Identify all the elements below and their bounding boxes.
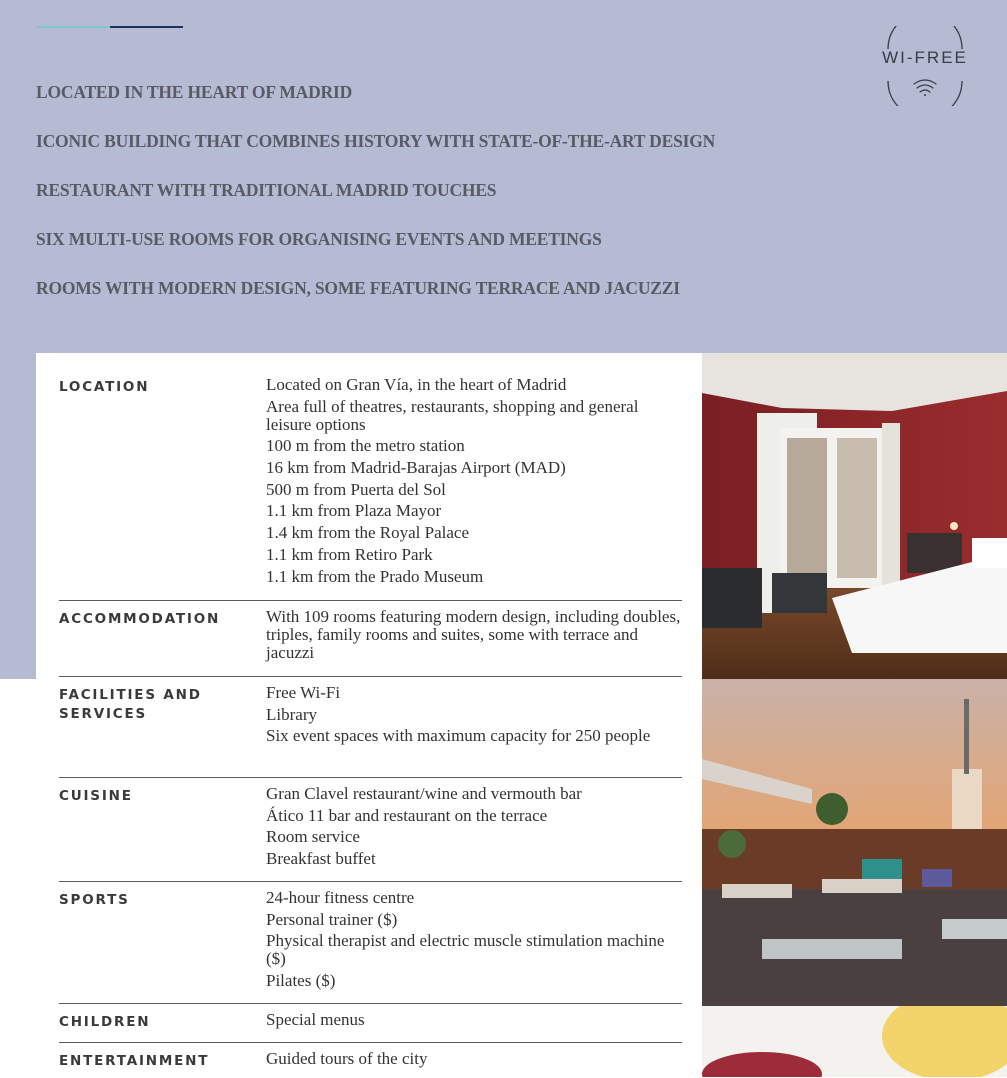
section-children [59,1004,682,1043]
highlights-list [36,80,715,325]
highlight-item: RESTAURANT WITH TRADITIONAL MADRID TOUCHES [36,180,497,200]
info-card [36,353,702,1077]
list-item: 1.1 km from Retiro Park [266,544,433,564]
photo-terrace [702,679,1007,1006]
highlight-item: ICONIC BUILDING THAT COMBINES HISTORY WITH STATE-OF-THE-ART DESIGN [36,131,716,151]
section-sports [59,882,682,1004]
list-item: Free Wi-Fi [266,683,341,702]
list-item: Located on Gran Vía, in the heart of Madrid [266,375,567,394]
list-item: Guided tours of the city [266,1049,428,1068]
list-item: Physical therapist and electric muscle stimulation machine ($) [266,931,665,969]
section-label: LOCATION [59,379,150,395]
wifi-badge [875,26,975,106]
highlight-item: LOCATED IN THE HEART OF MADRID [36,82,353,102]
section-values [266,684,682,777]
section-facilities [59,677,682,778]
section-label: ENTERTAINMENT [59,1053,210,1069]
photo-breakfast [702,1006,1007,1077]
section-label: ACCOMMODATION [59,611,221,627]
list-item: Gran Clavel restaurant/wine and vermouth bar [266,784,582,803]
list-item: 16 km from Madrid-Barajas Airport (MAD) [266,458,566,478]
photo-bedroom [702,353,1007,679]
accent-rule [36,26,183,28]
section-values [266,1050,682,1078]
section-location [59,353,682,601]
list-item: Ático 11 bar and restaurant on the terrace [266,805,548,825]
list-item: Room service [266,827,360,847]
list-item: 1.1 km from Plaza Mayor [266,501,442,521]
wifi-badge-text: WI-FREE [882,48,968,67]
list-item: Pilates ($) [266,971,336,991]
list-item: Six event spaces with maximum capacity for 250 people [266,726,651,746]
section-label: CUISINE [59,788,133,804]
section-cuisine [59,778,682,882]
list-item: Library [266,704,317,724]
list-item: 24-hour fitness centre [266,888,415,907]
list-item: Special menus [266,1010,365,1029]
highlight-item: ROOMS WITH MODERN DESIGN, SOME FEATURING TERRACE AND JACUZZI [36,278,680,298]
section-values [266,889,682,1003]
section-entertainment [59,1043,682,1078]
section-values [266,1011,682,1042]
accent-rule-navy [110,26,183,28]
section-label: CHILDREN [59,1014,151,1030]
list-item: Area full of theatres, restaurants, shopping and general leisure options [266,396,639,434]
info-table [59,353,682,1078]
section-values [266,376,682,600]
list-item: 100 m from the metro station [266,436,465,456]
list-item: With 109 rooms featuring modern design, including doubles, triples, family rooms and suites, some with terrace and jacuzzi [266,607,681,662]
section-values [266,608,682,676]
list-item: 500 m from Puerta del Sol [266,479,446,499]
accent-rule-teal [36,26,110,28]
list-item: Personal trainer ($) [266,909,398,929]
section-label: SPORTS [59,892,130,908]
section-accommodation [59,601,682,677]
section-values [266,785,682,881]
section-label: FACILITIES AND SERVICES [59,687,202,722]
list-item: Breakfast buffet [266,849,376,869]
list-item: 1.1 km from the Prado Museum [266,566,484,586]
highlight-item: SIX MULTI-USE ROOMS FOR ORGANISING EVENTS AND MEETINGS [36,229,602,249]
wifi-icon [914,80,936,96]
list-item: 1.4 km from the Royal Palace [266,523,470,543]
